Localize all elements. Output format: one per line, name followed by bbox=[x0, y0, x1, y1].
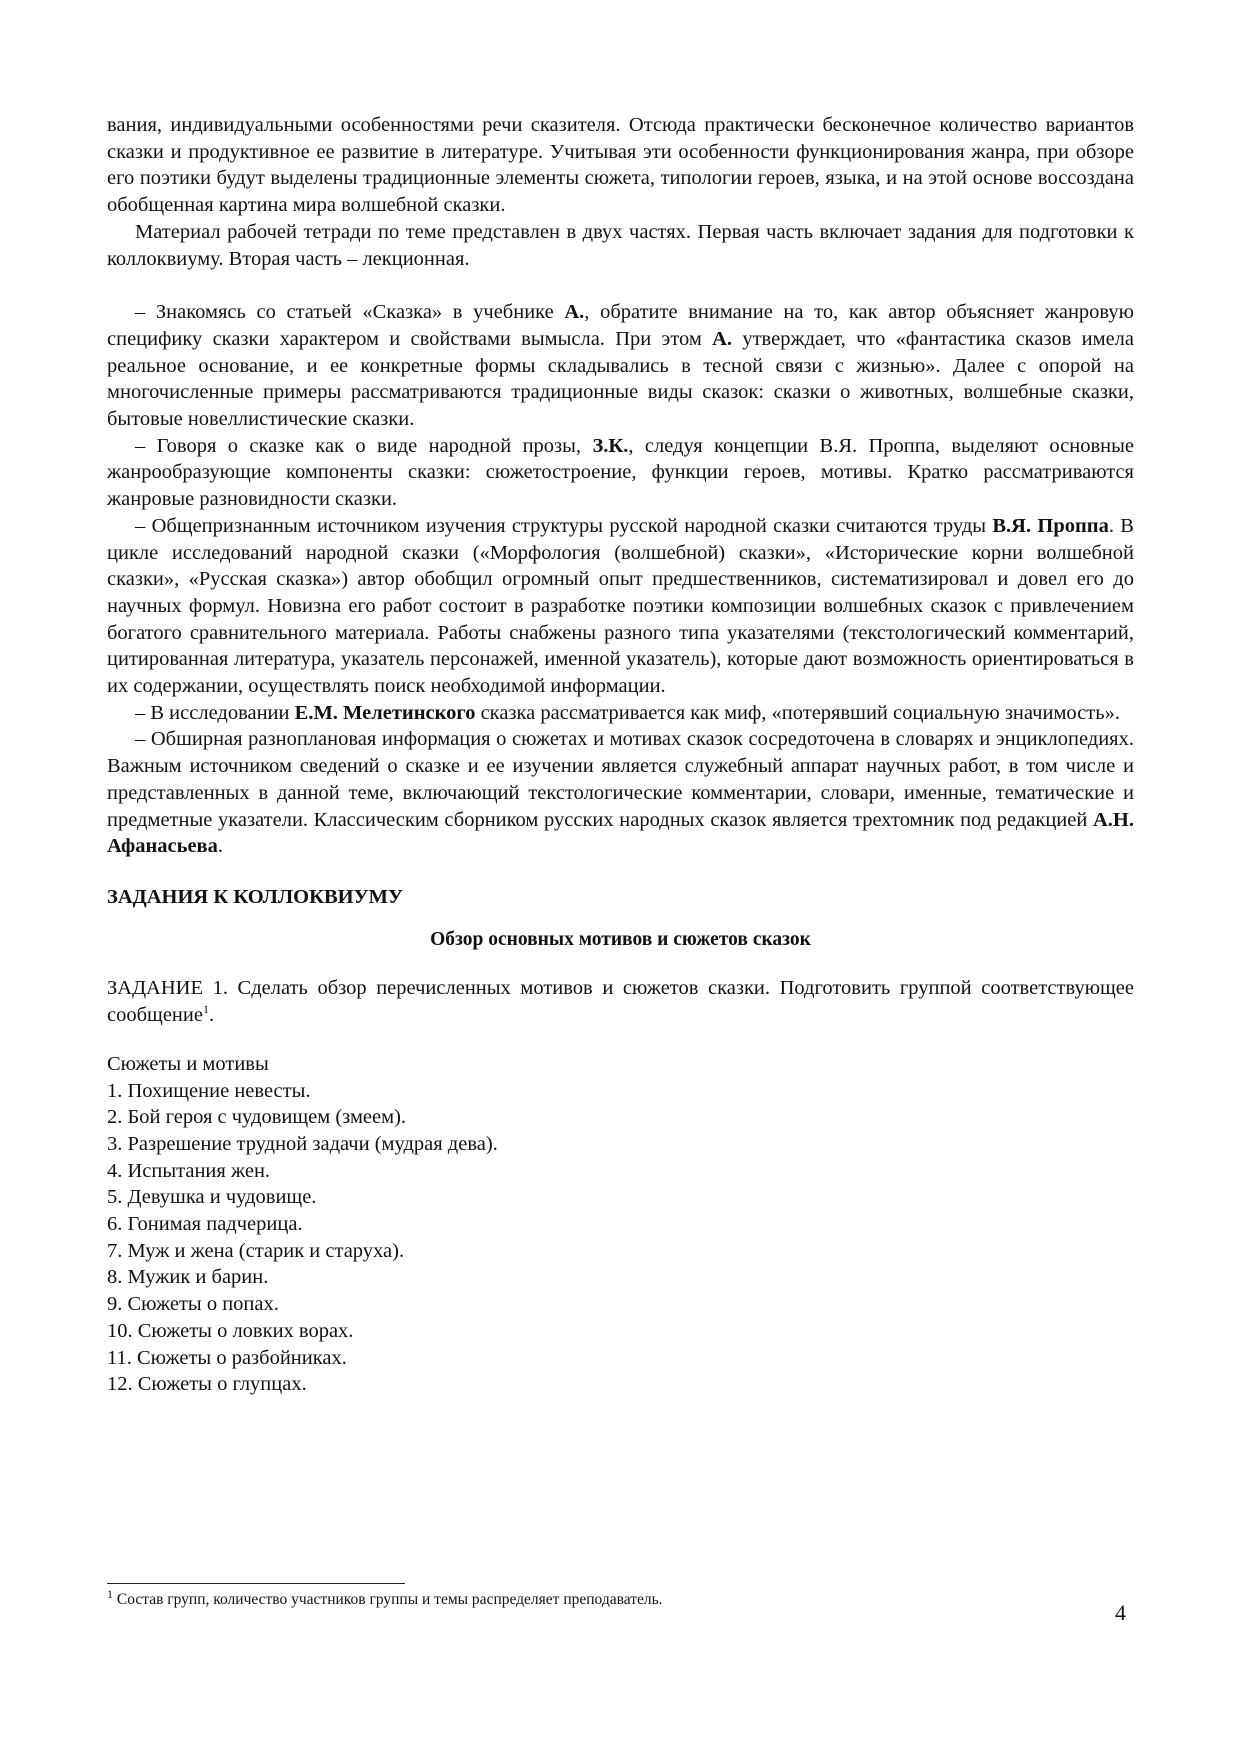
text-run: . В цикле исследований народной сказки («Морфология (волшебной) сказки», «Исторические корни волшебной сказки», «Русская сказка») автор обобщил огромный опыт предшественников, систематизировал и довел его до научных формул. Новизна его работ состоит в разработке поэтики композиции волшебных сказок с привлечением богатого сравнительного материала. Работы снабжены разного типа указателями (текстологический комментарий, цитированная литература, указатель персонажей, именной указатель), которые дают возможность ориентироваться в их содержании, осуществлять поиск необходимой информации. bbox=[107, 514, 1134, 698]
plot-list bbox=[107, 1078, 1134, 1398]
text-run: – В исследовании bbox=[135, 701, 295, 724]
section-subheading: Обзор основных мотивов и сюжетов сказок bbox=[430, 928, 811, 950]
task-1 bbox=[107, 975, 1134, 1028]
text-run: , следуя концепции В.Я. Проппа, выделяют основные жанрообразующие компоненты сказки: сюжетостроение, функции героев, мотивы. Кратко рассматриваются жанровые разновидности сказки. bbox=[107, 434, 1134, 511]
author-ref: В.Я. Проппа bbox=[992, 514, 1109, 537]
list-item: 1. Похищение невесты. bbox=[107, 1079, 311, 1102]
list-item: 2. Бой героя с чудовищем (змеем). bbox=[107, 1106, 407, 1129]
task-text: ЗАДАНИЕ 1. Сделать обзор перечисленных мотивов и сюжетов сказки. Подготовить группой соответствующее сообщение bbox=[107, 977, 1134, 1027]
page-number: 4 bbox=[1115, 1600, 1126, 1625]
paragraph-sources bbox=[107, 726, 1134, 860]
author-ref: Е.М. Мелетинского bbox=[294, 701, 476, 724]
text-run: – Общепризнанным источником изучения структуры русской народной сказки считаются труды bbox=[135, 514, 993, 537]
list-item: 5. Девушка и чудовище. bbox=[107, 1186, 317, 1209]
list-title: Сюжеты и мотивы bbox=[107, 1052, 269, 1075]
author-ref: А. bbox=[564, 301, 585, 324]
intro-paragraph-2: Материал рабочей тетради по теме представлен в двух частях. Первая часть включает задания для подготовки к коллоквиуму. Вторая часть – лекционная. bbox=[107, 220, 1134, 270]
list-item: 10. Сюжеты о ловких ворах. bbox=[107, 1319, 354, 1342]
text-run: . bbox=[208, 1004, 215, 1027]
text-run: , обратите внимание на то, как автор объясняет жанровую специфику сказки характером и свойствами вымысла. При этом bbox=[107, 301, 1134, 350]
list-item: 8. Мужик и барин. bbox=[107, 1266, 269, 1289]
footnote-divider bbox=[107, 1583, 405, 1584]
footnote-reference[interactable]: 1 bbox=[202, 1002, 209, 1017]
intro-paragraph: вания, индивидуальными особенностями речи сказителя. Отсюда практически бесконечное количество вариантов сказки и продуктивное ее развитие в литературе. Учитывая эти особенности функционирования жанра, при обзоре его поэтики будут выделены традиционные элементы сюжета, типологии героев, языка, и на этой основе воссоздана обобщенная картина мира волшебной сказки. bbox=[107, 114, 1134, 217]
text-run: утверждает, что «фантастика сказов имела реальное основание, и ее конкретные формы складывались в тесной связи с жизнью». Далее с опорой на многочисленные примеры рассматриваются традиционные виды сказок: сказки о животных, волшебные сказки, бытовые новеллистические сказки. bbox=[107, 327, 1134, 431]
paragraph-meletinsky bbox=[107, 700, 1134, 727]
list-item: 9. Сюжеты о попах. bbox=[107, 1293, 279, 1316]
text-run: сказка рассматривается как миф, «потерявший социальную значимость». bbox=[475, 701, 1120, 724]
author-ref: А.Н. Афанасьева bbox=[107, 808, 1134, 858]
body-text bbox=[107, 112, 1134, 1398]
text-run: – Говоря о сказке как о виде народной прозы, bbox=[135, 434, 593, 457]
author-ref: А. bbox=[712, 327, 733, 350]
footnote-text: Состав групп, количество участников группы и темы распределяет преподаватель. bbox=[113, 1591, 663, 1608]
list-item: 11. Сюжеты о разбойниках. bbox=[107, 1346, 347, 1369]
text-run: – Знакомясь со статьей «Сказка» в учебнике bbox=[135, 301, 565, 324]
paragraph-gap bbox=[107, 272, 1134, 299]
section-heading: ЗАДАНИЯ К КОЛЛОКВИУМУ bbox=[107, 885, 404, 908]
paragraph-propp bbox=[107, 513, 1134, 700]
list-item: 6. Гонимая падчерица. bbox=[107, 1213, 303, 1236]
paragraph-textbook-zk bbox=[107, 433, 1134, 513]
footnote bbox=[107, 1586, 1107, 1610]
list-item: 4. Испытания жен. bbox=[107, 1159, 271, 1182]
author-ref: З.К. bbox=[592, 434, 629, 457]
text-run: . bbox=[217, 835, 224, 858]
text-run: – Обширная разноплановая информация о сюжетах и мотивах сказок сосредоточена в словарях и энциклопедиях. Важным источником сведений о сказке и ее изучении является служебный аппарат научных работ, в том числе и представленных в данной теме, включающий текстологические комментарии, словари, именные, тематические и предметные указатели. Классическим сборником русских народных сказок является трехтомник под редакцией bbox=[107, 728, 1134, 831]
list-item: 3. Разрешение трудной задачи (мудрая дева). bbox=[107, 1132, 498, 1155]
footnote-mark: 1 bbox=[107, 1586, 113, 1601]
list-item: 7. Муж и жена (старик и старуха). bbox=[107, 1239, 405, 1262]
list-item: 12. Сюжеты о глупцах. bbox=[107, 1373, 307, 1396]
paragraph-textbook-a bbox=[107, 299, 1134, 433]
